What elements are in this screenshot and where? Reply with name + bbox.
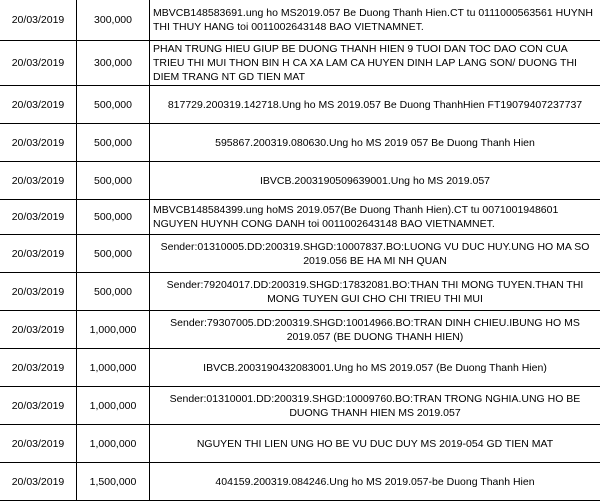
amount-cell: 1,000,000 — [77, 425, 150, 463]
table-row — [0, 200, 600, 235]
date-cell: 20/03/2019 — [0, 86, 77, 124]
description-cell: MBVCB148584399.ung hoMS 2019.057(Be Duong Thanh Hien).CT tu 0071001948601 NGUYEN HUYNH CONG DANH toi 0011002643148 BAO VIETNAMNET. — [150, 200, 600, 235]
table-row — [0, 273, 600, 311]
table-row — [0, 235, 600, 273]
table-row — [0, 311, 600, 349]
table-row — [0, 41, 600, 86]
table-row — [0, 86, 600, 124]
description-cell: IBVCB.2003190509639001.Ung ho MS 2019.057 — [150, 162, 600, 200]
amount-cell: 300,000 — [77, 0, 150, 41]
date-cell: 20/03/2019 — [0, 235, 77, 273]
table-row — [0, 162, 600, 200]
description-cell: 595867.200319.080630.Ung ho MS 2019 057 Be Duong Thanh Hien — [150, 124, 600, 162]
amount-cell: 1,000,000 — [77, 387, 150, 425]
description-cell: 817729.200319.142718.Ung ho MS 2019.057 Be Duong ThanhHien FT19079407237737 — [150, 86, 600, 124]
date-cell: 20/03/2019 — [0, 0, 77, 41]
description-cell: Sender:01310001.DD:200319.SHGD:10009760.BO:TRAN TRONG NGHIA.UNG HO BE DUONG THANH HIEN MS 2019.057 — [150, 387, 600, 425]
amount-cell: 500,000 — [77, 235, 150, 273]
table-row — [0, 0, 600, 41]
amount-cell: 500,000 — [77, 124, 150, 162]
amount-cell: 500,000 — [77, 86, 150, 124]
description-cell: Sender:79204017.DD:200319.SHGD:17832081.BO:THAN THI MONG TUYEN.THAN THI MONG TUYEN GUI CHO CHI TRIEU THI MUI — [150, 273, 600, 311]
description-cell: 404159.200319.084246.Ung ho MS 2019.057-be Duong Thanh Hien — [150, 463, 600, 501]
description-cell: IBVCB.2003190432083001.Ung ho MS 2019.057 (Be Duong Thanh Hien) — [150, 349, 600, 387]
amount-cell: 300,000 — [77, 41, 150, 86]
description-cell: MBVCB148583691.ung ho MS2019.057 Be Duong Thanh Hien.CT tu 0111000563561 HUYNH THI THUY HANG toi 0011002643148 BAO VIETNAMNET. — [150, 0, 600, 41]
date-cell: 20/03/2019 — [0, 311, 77, 349]
date-cell: 20/03/2019 — [0, 162, 77, 200]
description-cell: PHAN TRUNG HIEU GIUP BE DUONG THANH HIEN 9 TUOI DAN TOC DAO CON CUA TRIEU THI MUI THON BIN H CA XA LAM CA HUYEN DINH LAP LANG SON/ DUONG THI DIEM TRANG NT GD TIEN MAT — [150, 41, 600, 86]
amount-cell: 1,000,000 — [77, 311, 150, 349]
date-cell: 20/03/2019 — [0, 463, 77, 501]
description-cell: Sender:01310005.DD:200319.SHGD:10007837.BO:LUONG VU DUC HUY.UNG HO MA SO 2019.056 BE HA MI NH QUAN — [150, 235, 600, 273]
amount-cell: 1,500,000 — [77, 463, 150, 501]
table-row — [0, 387, 600, 425]
amount-cell: 1,000,000 — [77, 349, 150, 387]
table-row — [0, 425, 600, 463]
table-row — [0, 124, 600, 162]
description-cell: Sender:79307005.DD:200319.SHGD:10014966.BO:TRAN DINH CHIEU.IBUNG HO MS 2019.057 (BE DUONG THANH HIEN) — [150, 311, 600, 349]
amount-cell: 500,000 — [77, 200, 150, 235]
date-cell: 20/03/2019 — [0, 200, 77, 235]
date-cell: 20/03/2019 — [0, 124, 77, 162]
date-cell: 20/03/2019 — [0, 41, 77, 86]
amount-cell: 500,000 — [77, 162, 150, 200]
date-cell: 20/03/2019 — [0, 387, 77, 425]
date-cell: 20/03/2019 — [0, 273, 77, 311]
date-cell: 20/03/2019 — [0, 349, 77, 387]
amount-cell: 500,000 — [77, 273, 150, 311]
description-cell: NGUYEN THI LIEN UNG HO BE VU DUC DUY MS 2019-054 GD TIEN MAT — [150, 425, 600, 463]
table-row — [0, 463, 600, 501]
date-cell: 20/03/2019 — [0, 425, 77, 463]
table-row — [0, 349, 600, 387]
